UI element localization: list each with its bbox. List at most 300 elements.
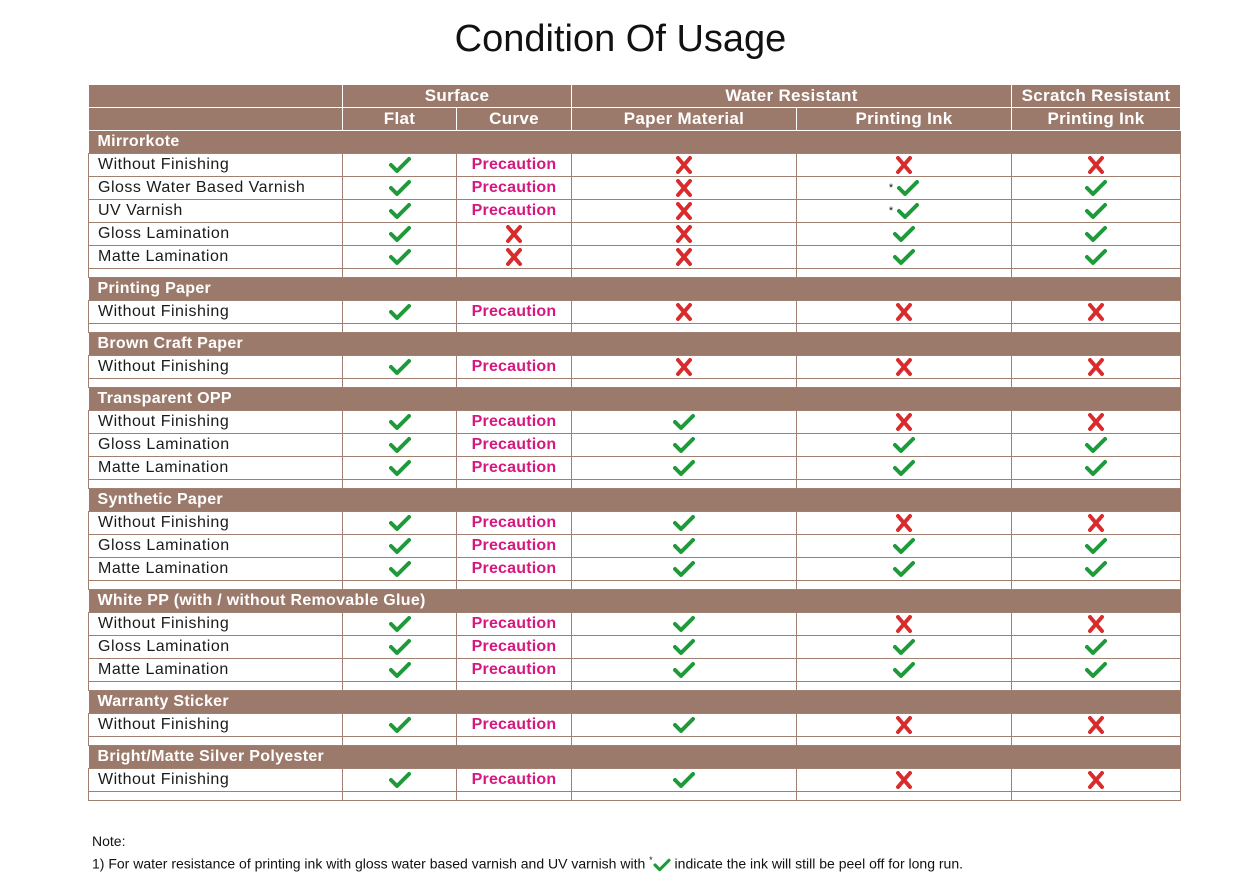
check-icon [897, 179, 919, 197]
usage-table [88, 84, 1181, 801]
precaution-label: Precaution [471, 303, 557, 320]
section-title: White PP (with / without Removable Glue) [89, 590, 1181, 613]
note-line-suffix: indicate the ink will still be peel off for long run. [674, 855, 964, 872]
check-icon [389, 225, 411, 243]
row-label: Matte Lamination [89, 457, 343, 480]
cross-icon [893, 771, 915, 789]
usage-table-container [88, 84, 1180, 801]
spacer-row [89, 480, 1181, 489]
check-icon [673, 413, 695, 431]
spacer-row [89, 324, 1181, 333]
table-cell [797, 636, 1012, 659]
row-label: Without Finishing [89, 356, 343, 379]
spacer-cell [343, 480, 457, 489]
table-cell [343, 535, 457, 558]
table-cell [572, 301, 797, 324]
table-cell [797, 154, 1012, 177]
spacer-cell [572, 792, 797, 801]
check-icon [389, 716, 411, 734]
row-label: Gloss Lamination [89, 223, 343, 246]
spacer-cell [343, 324, 457, 333]
table-cell [457, 558, 572, 581]
page-title: Condition Of Usage [454, 18, 787, 60]
table-cell [343, 177, 457, 200]
table-cell [343, 223, 457, 246]
check-icon [389, 303, 411, 321]
header-curve: Curve [457, 108, 572, 131]
note-line [92, 851, 963, 874]
spacer-cell [797, 269, 1012, 278]
table-row [89, 636, 1181, 659]
row-label: Matte Lamination [89, 246, 343, 269]
table-cell [1012, 246, 1181, 269]
spacer-cell [343, 737, 457, 746]
row-label: Without Finishing [89, 512, 343, 535]
precaution-label: Precaution [471, 459, 557, 476]
spacer-cell [457, 792, 572, 801]
table-cell [1012, 558, 1181, 581]
check-icon [653, 858, 671, 872]
table-cell [572, 457, 797, 480]
section-header-row [89, 333, 1181, 356]
spacer-cell [797, 480, 1012, 489]
precaution-label: Precaution [471, 638, 557, 655]
row-label: Gloss Lamination [89, 535, 343, 558]
table-cell [343, 512, 457, 535]
table-cell [343, 558, 457, 581]
cross-icon [893, 413, 915, 431]
cross-icon [893, 716, 915, 734]
table-cell [457, 714, 572, 737]
check-icon [673, 537, 695, 555]
row-label: Gloss Water Based Varnish [89, 177, 343, 200]
table-cell [1012, 411, 1181, 434]
table-cell [572, 177, 797, 200]
cross-icon [673, 248, 695, 266]
table-row [89, 558, 1181, 581]
section-header-row [89, 278, 1181, 301]
check-icon [389, 179, 411, 197]
spacer-cell [89, 581, 343, 590]
cross-icon [673, 156, 695, 174]
table-row [89, 301, 1181, 324]
cross-icon [893, 615, 915, 633]
table-cell [457, 636, 572, 659]
table-cell [343, 457, 457, 480]
spacer-cell [343, 792, 457, 801]
table-cell [797, 769, 1012, 792]
precaution-label: Precaution [471, 436, 557, 453]
cross-icon [1085, 716, 1107, 734]
table-cell [572, 535, 797, 558]
table-cell [457, 659, 572, 682]
section-header-row [89, 489, 1181, 512]
spacer-cell [457, 269, 572, 278]
section-title: Synthetic Paper [89, 489, 1181, 512]
spacer-row [89, 682, 1181, 691]
spacer-cell [572, 269, 797, 278]
table-cell [572, 434, 797, 457]
table-cell [457, 411, 572, 434]
spacer-row [89, 379, 1181, 388]
check-icon [893, 248, 915, 266]
row-label: Without Finishing [89, 411, 343, 434]
cross-icon [673, 225, 695, 243]
table-cell [1012, 301, 1181, 324]
row-label: UV Varnish [89, 200, 343, 223]
spacer-cell [457, 737, 572, 746]
table-cell [343, 411, 457, 434]
cross-icon [673, 179, 695, 197]
check-icon [1085, 179, 1107, 197]
check-icon [389, 771, 411, 789]
spacer-cell [797, 737, 1012, 746]
check-icon [893, 459, 915, 477]
table-cell [457, 356, 572, 379]
cross-icon [1085, 771, 1107, 789]
spacer-cell [572, 379, 797, 388]
table-cell [797, 558, 1012, 581]
table-row [89, 535, 1181, 558]
table-cell [797, 177, 1012, 200]
spacer-cell [89, 737, 343, 746]
spacer-cell [343, 379, 457, 388]
check-icon [1085, 459, 1107, 477]
spacer-row [89, 269, 1181, 278]
check-icon [673, 771, 695, 789]
spacer-cell [797, 682, 1012, 691]
table-cell [572, 512, 797, 535]
precaution-label: Precaution [471, 179, 557, 196]
table-row [89, 200, 1181, 223]
spacer-cell [457, 480, 572, 489]
check-icon [1085, 202, 1107, 220]
check-icon [1085, 436, 1107, 454]
spacer-cell [89, 379, 343, 388]
section-header-row [89, 691, 1181, 714]
table-row [89, 177, 1181, 200]
table-cell [1012, 512, 1181, 535]
check-icon [1085, 661, 1107, 679]
cross-icon [893, 358, 915, 376]
note-line-prefix: 1) For water resistance of printing ink with gloss water based varnish and UV varnish with [92, 855, 646, 872]
check-icon [389, 413, 411, 431]
header-surface: Surface [343, 85, 572, 108]
spacer-cell [797, 792, 1012, 801]
table-cell [572, 659, 797, 682]
cross-icon [673, 303, 695, 321]
section-header-row [89, 746, 1181, 769]
table-cell [1012, 154, 1181, 177]
check-icon [893, 661, 915, 679]
table-cell [797, 613, 1012, 636]
check-icon [897, 202, 919, 220]
check-icon [893, 560, 915, 578]
spacer-cell [1012, 480, 1181, 489]
spacer-cell [797, 581, 1012, 590]
check-icon [893, 225, 915, 243]
spacer-cell [1012, 792, 1181, 801]
table-row [89, 613, 1181, 636]
table-cell [1012, 223, 1181, 246]
table-cell [343, 769, 457, 792]
table-row [89, 411, 1181, 434]
table-cell [457, 613, 572, 636]
note-heading: Note: [92, 833, 126, 849]
precaution-label: Precaution [471, 537, 557, 554]
section-header-row [89, 590, 1181, 613]
spacer-row [89, 737, 1181, 746]
check-icon [389, 537, 411, 555]
check-icon [389, 248, 411, 266]
spacer-cell [89, 682, 343, 691]
table-cell [572, 246, 797, 269]
section-header-row [89, 388, 1181, 411]
cross-icon [893, 303, 915, 321]
section-title: Warranty Sticker [89, 691, 1181, 714]
table-cell [343, 636, 457, 659]
note-block [92, 832, 963, 874]
spacer-cell [1012, 269, 1181, 278]
table-cell [457, 177, 572, 200]
spacer-cell [457, 379, 572, 388]
row-label: Without Finishing [89, 154, 343, 177]
precaution-label: Precaution [471, 661, 557, 678]
spacer-cell [343, 682, 457, 691]
section-title: Bright/Matte Silver Polyester [89, 746, 1181, 769]
table-cell [797, 512, 1012, 535]
table-row [89, 714, 1181, 737]
table-row [89, 246, 1181, 269]
table-row [89, 434, 1181, 457]
check-icon [1085, 225, 1107, 243]
table-cell [457, 457, 572, 480]
table-cell [797, 434, 1012, 457]
note-star: * [649, 855, 653, 865]
table-row [89, 154, 1181, 177]
table-cell [457, 434, 572, 457]
check-icon [389, 436, 411, 454]
spacer-row [89, 581, 1181, 590]
table-cell [572, 558, 797, 581]
check-icon [389, 615, 411, 633]
table-cell [572, 411, 797, 434]
check-icon [389, 560, 411, 578]
row-label: Without Finishing [89, 769, 343, 792]
header-paper-material: Paper Material [572, 108, 797, 131]
check-icon [1085, 537, 1107, 555]
spacer-cell [457, 682, 572, 691]
cross-icon [1085, 303, 1107, 321]
check-icon [1085, 638, 1107, 656]
precaution-label: Precaution [471, 560, 557, 577]
check-icon [389, 202, 411, 220]
asterisk-mark: * [888, 205, 894, 217]
spacer-cell [572, 682, 797, 691]
section-title: Transparent OPP [89, 388, 1181, 411]
table-cell [797, 659, 1012, 682]
spacer-cell [1012, 379, 1181, 388]
table-cell [343, 301, 457, 324]
spacer-cell [343, 581, 457, 590]
header-row-groups [89, 85, 1181, 108]
cross-icon [503, 248, 525, 266]
table-cell [457, 535, 572, 558]
precaution-label: Precaution [471, 716, 557, 733]
table-cell [1012, 177, 1181, 200]
check-icon [893, 436, 915, 454]
check-icon [673, 459, 695, 477]
header-row-columns [89, 108, 1181, 131]
spacer-cell [1012, 737, 1181, 746]
header-printing-ink-scratch: Printing Ink [1012, 108, 1181, 131]
check-icon [673, 560, 695, 578]
header-blank-cell [89, 85, 343, 108]
table-cell [1012, 613, 1181, 636]
precaution-label: Precaution [471, 514, 557, 531]
table-cell [1012, 457, 1181, 480]
spacer-cell [89, 792, 343, 801]
row-label: Without Finishing [89, 714, 343, 737]
table-cell [1012, 659, 1181, 682]
spacer-cell [797, 379, 1012, 388]
check-icon [389, 358, 411, 376]
spacer-cell [1012, 581, 1181, 590]
check-icon [673, 661, 695, 679]
check-icon [893, 638, 915, 656]
precaution-label: Precaution [471, 202, 557, 219]
check-icon [673, 514, 695, 532]
cross-icon [503, 225, 525, 243]
table-row [89, 512, 1181, 535]
header-printing-ink-water: Printing Ink [797, 108, 1012, 131]
table-cell [1012, 200, 1181, 223]
table-cell [572, 714, 797, 737]
table-cell [797, 457, 1012, 480]
check-icon [1085, 248, 1107, 266]
row-label: Matte Lamination [89, 558, 343, 581]
table-row [89, 659, 1181, 682]
table-cell [797, 200, 1012, 223]
table-cell [343, 154, 457, 177]
spacer-cell [1012, 324, 1181, 333]
cross-icon [893, 514, 915, 532]
asterisk-mark: * [888, 182, 894, 194]
check-icon [673, 638, 695, 656]
table-cell [343, 613, 457, 636]
spacer-cell [89, 480, 343, 489]
table-cell [797, 356, 1012, 379]
table-cell [1012, 434, 1181, 457]
table-cell [457, 246, 572, 269]
cross-icon [893, 156, 915, 174]
section-header-row [89, 131, 1181, 154]
spacer-cell [457, 581, 572, 590]
table-cell [797, 535, 1012, 558]
table-cell [1012, 636, 1181, 659]
spacer-cell [1012, 682, 1181, 691]
row-label: Gloss Lamination [89, 636, 343, 659]
cross-icon [1085, 413, 1107, 431]
table-cell [572, 769, 797, 792]
table-cell [343, 356, 457, 379]
cross-icon [1085, 156, 1107, 174]
table-cell [797, 714, 1012, 737]
check-icon [893, 537, 915, 555]
table-cell [572, 200, 797, 223]
table-cell [797, 246, 1012, 269]
table-cell [457, 769, 572, 792]
check-icon [1085, 560, 1107, 578]
spacer-cell [572, 581, 797, 590]
precaution-label: Precaution [471, 156, 557, 173]
precaution-label: Precaution [471, 358, 557, 375]
table-cell [572, 636, 797, 659]
cross-icon [1085, 615, 1107, 633]
table-row [89, 356, 1181, 379]
table-cell [457, 223, 572, 246]
spacer-cell [457, 324, 572, 333]
table-row [89, 223, 1181, 246]
check-icon [389, 661, 411, 679]
table-cell [797, 411, 1012, 434]
table-cell [343, 200, 457, 223]
table-cell [457, 200, 572, 223]
spacer-cell [797, 324, 1012, 333]
spacer-cell [572, 480, 797, 489]
header-water-resistant: Water Resistant [572, 85, 1012, 108]
table-cell [343, 659, 457, 682]
section-title: Mirrorkote [89, 131, 1181, 154]
spacer-cell [572, 324, 797, 333]
cross-icon [673, 358, 695, 376]
row-label: Without Finishing [89, 613, 343, 636]
spacer-cell [343, 269, 457, 278]
row-label: Without Finishing [89, 301, 343, 324]
table-cell [572, 613, 797, 636]
table-cell [343, 434, 457, 457]
row-label: Gloss Lamination [89, 434, 343, 457]
table-cell [1012, 769, 1181, 792]
table-cell [343, 246, 457, 269]
row-label: Matte Lamination [89, 659, 343, 682]
section-title: Printing Paper [89, 278, 1181, 301]
precaution-label: Precaution [471, 413, 557, 430]
table-cell [457, 301, 572, 324]
spacer-cell [89, 324, 343, 333]
cross-icon [1085, 358, 1107, 376]
table-cell [1012, 535, 1181, 558]
table-row [89, 769, 1181, 792]
header-scratch-resistant: Scratch Resistant [1012, 85, 1181, 108]
table-cell [457, 154, 572, 177]
cross-icon [673, 202, 695, 220]
check-icon [389, 156, 411, 174]
table-cell [1012, 714, 1181, 737]
spacer-cell [572, 737, 797, 746]
table-cell [343, 714, 457, 737]
table-cell [572, 223, 797, 246]
spacer-cell [89, 269, 343, 278]
check-icon [389, 514, 411, 532]
check-icon [389, 638, 411, 656]
header-blank-cell [89, 108, 343, 131]
table-cell [457, 512, 572, 535]
header-flat: Flat [343, 108, 457, 131]
table-cell [572, 154, 797, 177]
table-cell [572, 356, 797, 379]
check-icon [389, 459, 411, 477]
